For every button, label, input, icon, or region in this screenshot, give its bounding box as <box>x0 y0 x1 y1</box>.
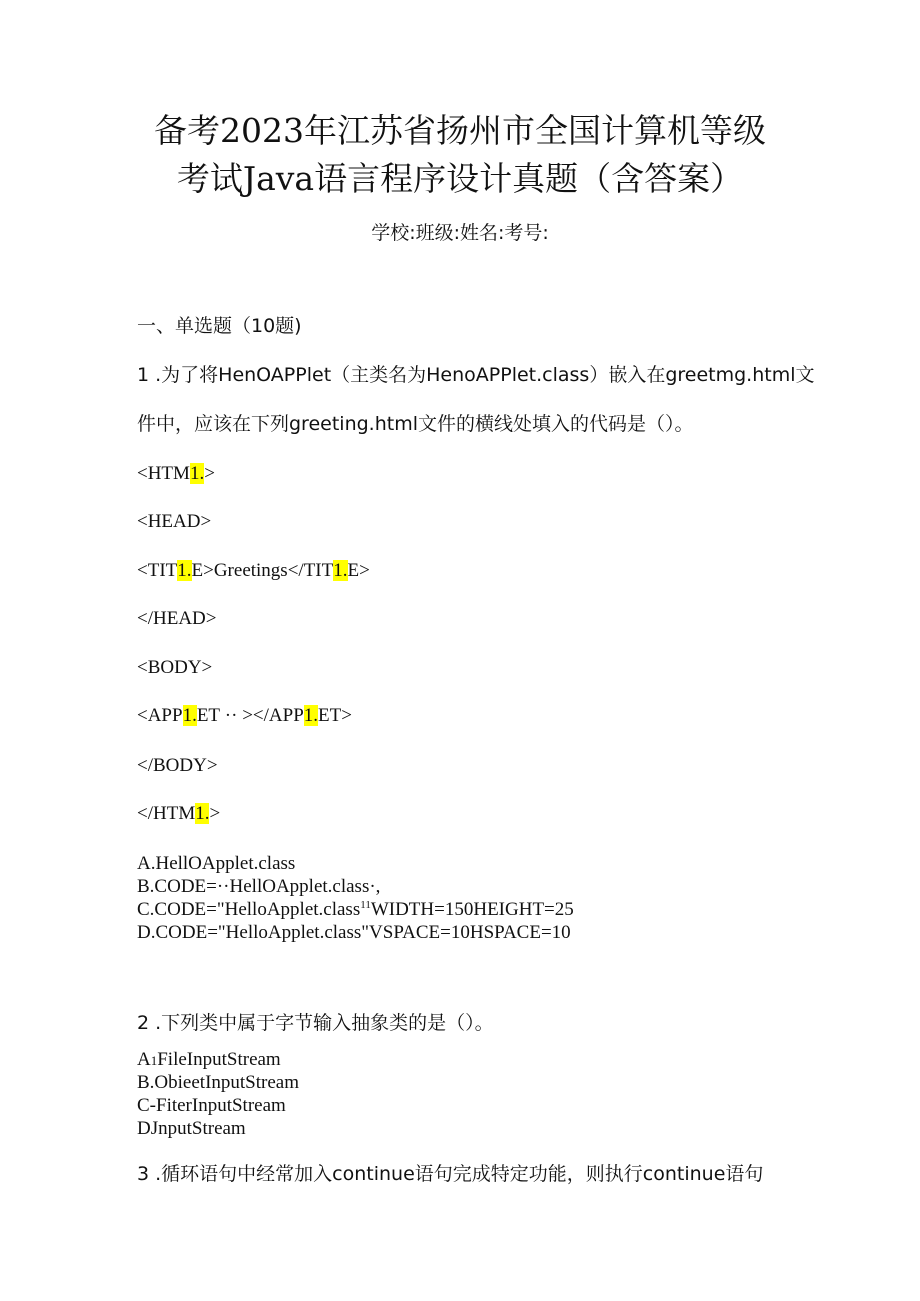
question-1-line-1: 1 .为了将HenOAPPlet（主类名为HenoAPPlet.class）嵌入在greetmg.html文 <box>137 364 815 386</box>
question-1-option-c <box>137 898 574 921</box>
code-applet <box>137 704 352 728</box>
subscript-mark: 1 <box>150 1053 158 1068</box>
question-1-option-b: B.CODE=··HellOApplet.class·, <box>137 876 381 897</box>
highlighted-text: 1. <box>303 705 319 726</box>
document-title-line-2: 考试Java语言程序设计真题（含答案） <box>176 159 744 198</box>
question-2-option-a <box>137 1048 281 1072</box>
code-body-close: </BODY> <box>137 755 218 776</box>
code-head-open: <HEAD> <box>137 511 212 532</box>
code-text: </HTM <box>137 803 196 824</box>
code-html-close <box>137 802 220 826</box>
code-text: ET ·· ></APP <box>196 705 304 726</box>
option-text: C.CODE="HelloApplet.class <box>137 899 361 920</box>
question-1-option-a: A.HellOApplet.class <box>137 853 296 874</box>
code-html-open <box>137 462 215 486</box>
code-body-open: <BODY> <box>137 657 213 678</box>
highlighted-text: 1. <box>177 560 192 581</box>
question-2-line-1: 2 .下列类中属于字节输入抽象类的是（）。 <box>137 1012 494 1034</box>
code-text: > <box>209 803 221 824</box>
question-2-option-b: B.ObieetInputStream <box>137 1072 299 1093</box>
option-text: FileInputStream <box>157 1049 281 1070</box>
question-2-option-c: C-FiterInputStream <box>137 1095 286 1116</box>
question-1-line-2: 件中，应该在下列greeting.html文件的横线处填入的代码是（）。 <box>137 413 694 435</box>
highlighted-text: 1. <box>333 560 348 581</box>
question-1-option-d: D.CODE="HelloApplet.class"VSPACE=10HSPACE=10 <box>137 922 571 943</box>
code-text: E>Greetings</TIT <box>191 560 334 581</box>
code-text: > <box>204 463 215 484</box>
code-title <box>137 559 370 583</box>
section-heading: 一、单选题（10题) <box>137 315 302 337</box>
question-2-option-d: DJnputStream <box>137 1118 246 1139</box>
option-text: WIDTH=150HEIGHT=25 <box>370 899 574 920</box>
question-3-line-1: 3 .循环语句中经常加入continue语句完成特定功能，则执行continue语句 <box>137 1163 764 1185</box>
code-text: <TIT <box>137 560 178 581</box>
code-text: ET> <box>318 705 352 726</box>
highlighted-text: 1. <box>189 463 205 484</box>
code-head-close: </HEAD> <box>137 608 217 629</box>
highlighted-text: 1. <box>182 705 197 726</box>
code-text: <HTM <box>137 463 190 484</box>
code-text: E> <box>347 560 370 581</box>
superscript-mark: 11 <box>360 899 371 911</box>
student-info-line: 学校:班级:姓名:考号: <box>371 222 549 244</box>
option-text: A <box>137 1049 151 1070</box>
highlighted-text: 1. <box>195 803 210 824</box>
code-text: <APP <box>137 705 183 726</box>
document-title-line-1: 备考2023年江苏省扬州市全国计算机等级 <box>154 111 766 150</box>
